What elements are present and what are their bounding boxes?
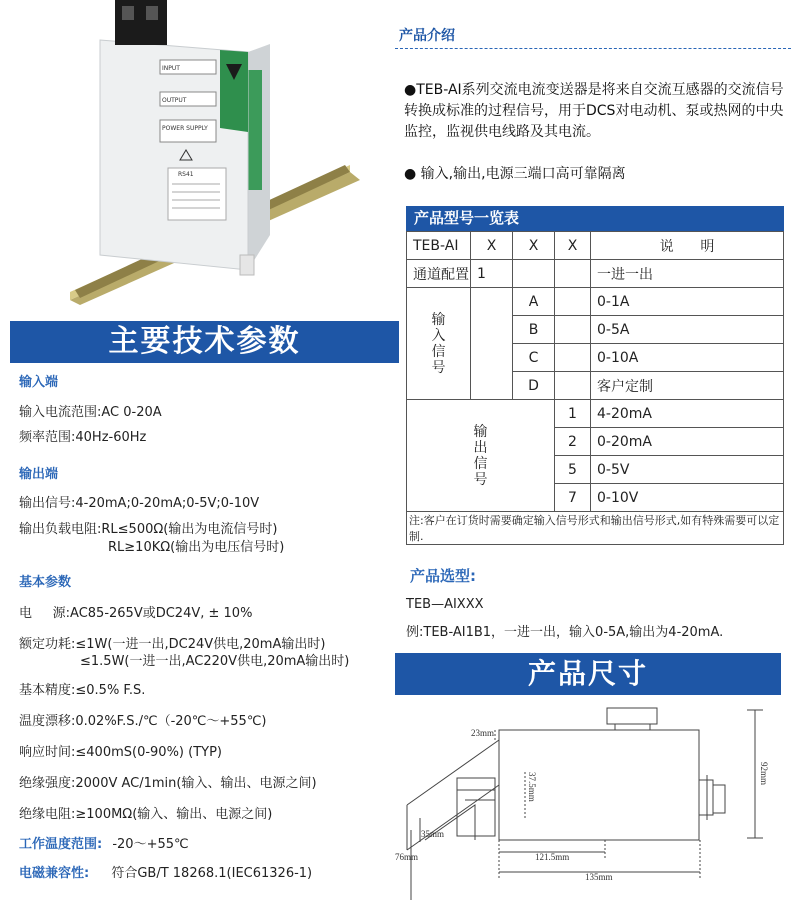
table-note-row <box>407 512 784 545</box>
output-desc: 0-5V <box>591 456 784 484</box>
main-specs-banner: 主要技术参数 <box>10 321 399 363</box>
table-row <box>407 260 784 288</box>
device-label-power: POWER SUPPLY <box>162 125 208 132</box>
input-code: D <box>513 372 555 400</box>
emc-spec <box>19 862 312 881</box>
frequency-range: 频率范围:40Hz-60Hz <box>19 430 147 445</box>
intro-divider <box>395 48 791 49</box>
product-photo <box>60 0 360 305</box>
input-section-title: 输入端 <box>19 375 59 390</box>
dimensions-banner: 产品尺寸 <box>395 653 781 695</box>
input-signal-label: 输入信号 <box>407 288 471 400</box>
table-row <box>407 288 784 316</box>
output-section-title: 输出端 <box>19 467 59 482</box>
output-code: 5 <box>555 456 591 484</box>
isolation-note: ● 输入,输出,电源三端口高可靠隔离 <box>404 166 626 182</box>
channel-label: 通道配置 <box>407 260 471 288</box>
output-desc: 0-20mA <box>591 428 784 456</box>
selection-title: 产品选型: <box>410 567 476 585</box>
model-table-title: 产品型号一览表 <box>406 206 784 231</box>
model-table <box>406 231 784 545</box>
operating-temp-value: -20～+55℃ <box>112 837 189 852</box>
device-label-output: OUTPUT <box>162 97 187 104</box>
table-row <box>407 400 784 428</box>
output-code: 7 <box>555 484 591 512</box>
dim-76mm: 76mm <box>395 852 419 862</box>
load-resistance-voltage: RL≥10KΩ(输出为电压信号时) <box>108 540 285 555</box>
power-supply-spec: 电 源:AC85-265V或DC24V, ± 10% <box>19 606 253 621</box>
output-signal: 输出信号:4-20mA;0-20mA;0-5V;0-10V <box>19 496 260 511</box>
selection-example: 例:TEB-AI1B1，一进一出，输入0-5A,输出为4-20mA. <box>406 625 724 640</box>
output-code: 2 <box>555 428 591 456</box>
temperature-drift-spec: 温度漂移:0.02%F.S./℃（-20℃～+55℃) <box>19 714 267 729</box>
basic-section-title: 基本参数 <box>19 575 72 590</box>
output-signal-label: 输出信号 <box>407 400 555 512</box>
input-desc: 0-10A <box>591 344 784 372</box>
table-header-row <box>407 232 784 260</box>
rated-power-ac: ≤1.5W(一进一出,AC220V供电,20mA输出时) <box>80 654 350 669</box>
input-current-range: 输入电流范围:AC 0-20A <box>19 405 162 420</box>
rated-power-dc: 额定功耗:≤1W(一进一出,DC24V供电,20mA输出时) <box>19 637 326 652</box>
table-header-cell: X <box>513 232 555 260</box>
output-desc: 0-10V <box>591 484 784 512</box>
selection-code: TEB—AIXXX <box>406 597 484 612</box>
dimension-drawing <box>395 700 800 902</box>
response-time-spec: 响应时间:≤400mS(0-90%) (TYP) <box>19 745 222 760</box>
emc-label: 电磁兼容性: <box>19 866 90 881</box>
channel-desc: 一进一出 <box>591 260 784 288</box>
device-label-input: INPUT <box>162 65 180 72</box>
dim-135mm: 135mm <box>585 872 613 882</box>
input-desc: 0-1A <box>591 288 784 316</box>
dim-23mm: 23mm <box>471 728 495 738</box>
accuracy-spec: 基本精度:≤0.5% F.S. <box>19 683 146 698</box>
input-code: C <box>513 344 555 372</box>
dim-35mm: 35mm <box>421 829 445 839</box>
dim-37-5mm: 37.5mm <box>527 772 537 802</box>
input-desc: 0-5A <box>591 316 784 344</box>
transmitter-illustration <box>60 0 360 305</box>
output-code: 1 <box>555 400 591 428</box>
table-header-cell: X <box>471 232 513 260</box>
table-header-cell: X <box>555 232 591 260</box>
channel-code: 1 <box>471 260 513 288</box>
device-label-model: RS41 <box>178 171 194 178</box>
table-header-cell: TEB-AI <box>407 232 471 260</box>
insulation-resistance-spec: 绝缘电阻:≥100MΩ(输入、输出、电源之间) <box>19 807 273 822</box>
operating-temp-label: 工作温度范围: <box>19 837 103 852</box>
input-code: B <box>513 316 555 344</box>
dim-92mm: 92mm <box>759 762 769 786</box>
operating-temp-spec <box>19 833 189 852</box>
input-code: A <box>513 288 555 316</box>
insulation-strength-spec: 绝缘强度:2000V AC/1min(输入、输出、电源之间) <box>19 776 317 791</box>
emc-value: 符合GB/T 18268.1(IEC61326-1) <box>111 866 313 881</box>
table-note: 注:客户在订货时需要确定输入信号形式和输出信号形式,如有特殊需要可以定制. <box>407 512 784 545</box>
intro-paragraph: ●TEB-AI系列交流电流变送器是将来自交流互感器的交流信号转换成标准的过程信号，用于DCS对电动机、泵或热网的中央监控，监视供电线路及其电流。 <box>404 82 784 140</box>
load-resistance-current: 输出负载电阻:RL≤500Ω(输出为电流信号时) <box>19 522 278 537</box>
input-desc: 客户定制 <box>591 372 784 400</box>
output-desc: 4-20mA <box>591 400 784 428</box>
dim-121-5mm: 121.5mm <box>535 852 570 862</box>
table-header-cell: 说 明 <box>591 232 784 260</box>
intro-title: 产品介绍 <box>399 28 455 44</box>
